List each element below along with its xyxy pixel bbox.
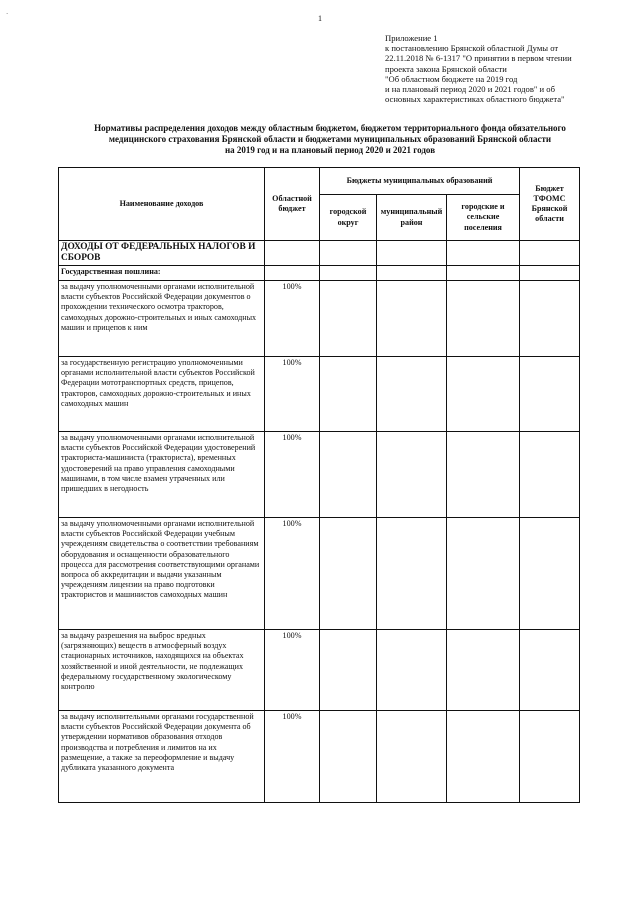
revenue-norms-table: [58, 167, 580, 803]
header-urban-district: городской округ: [320, 195, 377, 241]
title-line: на 2019 год и на плановый период 2020 и 2021 годов: [224, 144, 436, 155]
header-municipal-district: муниципальный район: [377, 195, 447, 241]
header-line: проекта закона Брянской области: [385, 63, 507, 74]
header-tfoms-budget: Бюджет ТФОМС Брянской области: [520, 168, 580, 241]
row-name: за государственную регистрацию уполномоченными органами исполнительной власти субъектов Российской Федерации мототранспортных средств, прицепов, тракторов, самоходных дорожно-строительных и иных самоходных машин: [59, 357, 265, 432]
table-row: [59, 711, 580, 803]
scan-mark: `: [6, 12, 9, 20]
table-row: [59, 357, 580, 432]
header-line: к постановлению Брянской областной Думы от: [385, 43, 559, 54]
row-name: за выдачу уполномоченными органами исполнительной власти субъектов Российской Федерации учебным учреждениям свидетельства о соответствии требованиям оборудования и оснащенности образовательного процесса для рассмотрения соответствующими органами вопроса об аккредитации и выдачи указанным учреждениям лицензии на право подготовки трактористов и машинистов самоходных машин: [59, 518, 265, 630]
header-line: основных характеристиках областного бюджета": [385, 94, 565, 105]
row-regional-share: 100%: [265, 630, 320, 711]
document-title: [40, 123, 620, 155]
subsection-title: Государственная пошлина:: [59, 266, 265, 281]
header-name: Наименование доходов: [59, 168, 265, 241]
header-line: "Об областном бюджете на 2019 год: [385, 73, 518, 84]
header-settlements: городские и сельские поселения: [447, 195, 520, 241]
table-row: [59, 518, 580, 630]
row-regional-share: 100%: [265, 432, 320, 518]
table-row: [59, 281, 580, 357]
row-regional-share: 100%: [265, 518, 320, 630]
row-regional-share: 100%: [265, 281, 320, 357]
row-name: за выдачу уполномоченными органами исполнительной власти субъектов Российской Федерации удостоверений тракториста-машиниста (тракториста), временных удостоверений на право управления самоходными машинами, в том числе взамен утраченных или пришедших в негодность: [59, 432, 265, 518]
row-name: за выдачу разрешения на выброс вредных (загрязняющих) веществ в атмосферный воздух стационарных источников, находящихся на объектах хозяйственной и иной деятельности, не подлежащих федеральному государственному экологическому контролю: [59, 630, 265, 711]
row-regional-share: 100%: [265, 711, 320, 803]
header-municipal-budgets: Бюджеты муниципальных образований: [320, 168, 520, 195]
title-line: медицинского страхования Брянской области и бюджетами муниципальных образований Брянской области: [108, 133, 552, 144]
header-line: Приложение 1: [385, 33, 438, 43]
appendix-header: [385, 33, 625, 104]
section-title: ДОХОДЫ ОТ ФЕДЕРАЛЬНЫХ НАЛОГОВ И СБОРОВ: [59, 241, 265, 266]
header-line: 22.11.2018 № 6-1317 "О принятии в первом чтении: [385, 53, 572, 64]
header-regional-budget: Областной бюджет: [265, 168, 320, 241]
header-line: и на плановый период 2020 и 2021 годов" и об: [385, 84, 555, 95]
row-name: за выдачу исполнительными органами государственной власти субъектов Российской Федерации документа об утверждении нормативов образования отходов производства и потребления и лимитов на их размещение, а также за переоформление и выдачу дубликата указанного документа: [59, 711, 265, 803]
table-row: [59, 630, 580, 711]
title-line: Нормативы распределения доходов между областным бюджетом, бюджетом территориального фонда обязательного: [94, 123, 566, 133]
row-regional-share: 100%: [265, 357, 320, 432]
table-row: [59, 432, 580, 518]
page-number: 1: [318, 14, 322, 23]
row-name: за выдачу уполномоченными органами исполнительной власти субъектов Российской Федерации документов о прохождении технического осмотра тракторов, самоходных дорожно-строительных и иных самоходных машин и прицепов к ним: [59, 281, 265, 357]
